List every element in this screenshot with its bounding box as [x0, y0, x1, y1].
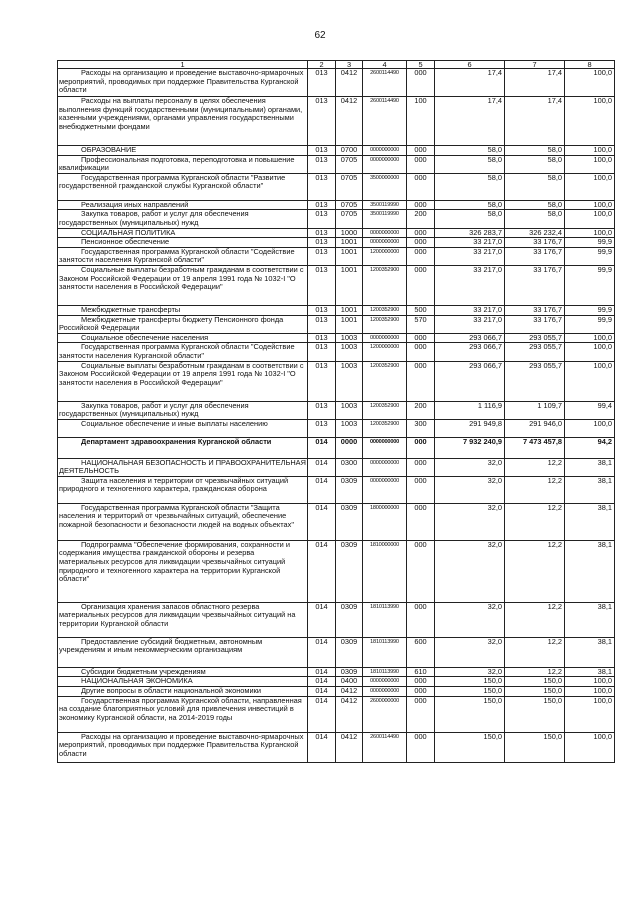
- target-code-cell: 1200352900: [363, 419, 407, 437]
- admin-code-cell: 013: [308, 228, 336, 238]
- actual-value-cell: 150,0: [505, 677, 565, 687]
- target-code-cell: 0000000000: [363, 155, 407, 173]
- plan-value-cell: 293 066,7: [435, 361, 505, 401]
- admin-code-cell: 014: [308, 503, 336, 540]
- expense-type-cell: 000: [407, 687, 435, 697]
- target-code-cell: 1810113990: [363, 602, 407, 637]
- admin-code-cell: 013: [308, 343, 336, 361]
- admin-code-cell: 013: [308, 333, 336, 343]
- table-row: [58, 503, 615, 540]
- admin-code-cell: 014: [308, 667, 336, 677]
- target-code-cell: 1810000000: [363, 540, 407, 602]
- description-cell: НАЦИОНАЛЬНАЯ БЕЗОПАСНОСТЬ И ПРАВООХРАНИТЕЛЬНАЯ ДЕЯТЕЛЬНОСТЬ: [59, 458, 306, 476]
- plan-value-cell: 33 217,0: [435, 265, 505, 305]
- actual-value-cell: 17,4: [505, 97, 565, 146]
- description-cell: Другие вопросы в области национальной экономики: [58, 687, 308, 697]
- admin-code-cell: 013: [308, 238, 336, 248]
- actual-value-cell: 33 176,7: [505, 305, 565, 315]
- expense-type-cell: 200: [407, 401, 435, 419]
- section-code-cell: 0000: [336, 437, 363, 458]
- table-body: [58, 69, 615, 763]
- percent-value-cell: 100,0: [565, 200, 615, 210]
- table-row: [58, 69, 615, 97]
- percent-value-cell: 38,1: [565, 458, 615, 476]
- target-code-cell: 1200352900: [363, 265, 407, 305]
- actual-value-cell: 33 176,7: [505, 238, 565, 248]
- description-cell: Департамент здравоохранения Курганской области: [58, 437, 308, 458]
- actual-value-cell: 58,0: [505, 210, 565, 228]
- plan-value-cell: 32,0: [435, 458, 505, 476]
- description-cell: Подпрограмма "Обеспечение формирования, сохранности и содержания имущества гражданской обороны и резерва материальных ресурсов для ликвидации чрезвычайных ситуаций природного и техногенного характера на территории Курганской области": [58, 540, 308, 602]
- expense-type-cell: 000: [407, 155, 435, 173]
- description-cell: НАЦИОНАЛЬНАЯ ЭКОНОМИКА: [58, 677, 308, 687]
- section-code-cell: 1003: [336, 361, 363, 401]
- section-code-cell: 0705: [336, 210, 363, 228]
- plan-value-cell: 32,0: [435, 602, 505, 637]
- table-row: [58, 687, 615, 697]
- admin-code-cell: 014: [308, 602, 336, 637]
- admin-code-cell: 014: [308, 687, 336, 697]
- admin-code-cell: 013: [308, 146, 336, 156]
- plan-value-cell: 58,0: [435, 173, 505, 200]
- target-code-cell: 0000000000: [363, 677, 407, 687]
- plan-value-cell: 33 217,0: [435, 315, 505, 333]
- description-cell: Государственная программа Курганской области "Содействие занятости населения Курганской области": [58, 247, 308, 265]
- expense-type-cell: 000: [407, 476, 435, 503]
- percent-value-cell: 100,0: [565, 343, 615, 361]
- percent-value-cell: 38,1: [565, 637, 615, 667]
- section-code-cell: 1003: [336, 401, 363, 419]
- admin-code-cell: 013: [308, 210, 336, 228]
- table-row: [58, 401, 615, 419]
- actual-value-cell: 33 176,7: [505, 265, 565, 305]
- percent-value-cell: 100,0: [565, 677, 615, 687]
- header-cell: 3: [336, 61, 363, 69]
- percent-value-cell: 94,2: [565, 437, 615, 458]
- actual-value-cell: 12,2: [505, 602, 565, 637]
- plan-value-cell: 33 217,0: [435, 247, 505, 265]
- expense-type-cell: 000: [407, 333, 435, 343]
- actual-value-cell: 293 055,7: [505, 343, 565, 361]
- header-cell: 1: [58, 61, 308, 69]
- section-code-cell: 0412: [336, 687, 363, 697]
- section-code-cell: 0705: [336, 173, 363, 200]
- section-code-cell: 1001: [336, 265, 363, 305]
- section-code-cell: 0309: [336, 503, 363, 540]
- plan-value-cell: 293 066,7: [435, 333, 505, 343]
- percent-value-cell: 38,1: [565, 476, 615, 503]
- table-row: [58, 228, 615, 238]
- section-code-cell: 1003: [336, 419, 363, 437]
- description-cell: Пенсионное обеспечение: [58, 238, 308, 248]
- table-row: [58, 210, 615, 228]
- target-code-cell: 1200000000: [363, 247, 407, 265]
- plan-value-cell: 150,0: [435, 687, 505, 697]
- admin-code-cell: 013: [308, 361, 336, 401]
- description-cell: Реализация иных направлений: [58, 200, 308, 210]
- description-cell: Межбюджетные трансферты бюджету Пенсионного фонда Российской Федерации: [58, 315, 308, 333]
- admin-code-cell: 014: [308, 437, 336, 458]
- section-code-cell: 0412: [336, 97, 363, 146]
- plan-value-cell: 32,0: [435, 503, 505, 540]
- expense-type-cell: 000: [407, 602, 435, 637]
- actual-value-cell: 326 232,4: [505, 228, 565, 238]
- plan-value-cell: 58,0: [435, 146, 505, 156]
- admin-code-cell: 013: [308, 69, 336, 97]
- expense-type-cell: 000: [407, 173, 435, 200]
- expense-type-cell: 100: [407, 97, 435, 146]
- section-code-cell: 0705: [336, 155, 363, 173]
- table-row: [58, 437, 615, 458]
- description-cell: Закупка товаров, работ и услуг для обеспечения государственных (муниципальных) нужд: [58, 401, 308, 419]
- percent-value-cell: 38,1: [565, 540, 615, 602]
- admin-code-cell: 013: [308, 247, 336, 265]
- plan-value-cell: 32,0: [435, 540, 505, 602]
- table-row: [58, 97, 615, 146]
- target-code-cell: 2600000000: [363, 696, 407, 732]
- target-code-cell: 2600114490: [363, 732, 407, 762]
- header-cell: 7: [505, 61, 565, 69]
- section-code-cell: 1001: [336, 238, 363, 248]
- admin-code-cell: 014: [308, 677, 336, 687]
- table-row: [58, 667, 615, 677]
- expense-type-cell: 200: [407, 210, 435, 228]
- target-code-cell: 1800000000: [363, 503, 407, 540]
- target-code-cell: 1200352900: [363, 361, 407, 401]
- section-code-cell: 0309: [336, 602, 363, 637]
- description-cell: СОЦИАЛЬНАЯ ПОЛИТИКА: [58, 228, 308, 238]
- table-row: [58, 361, 615, 401]
- percent-value-cell: 99,4: [565, 401, 615, 419]
- expense-type-cell: 000: [407, 146, 435, 156]
- table-row: [58, 540, 615, 602]
- admin-code-cell: 013: [308, 155, 336, 173]
- admin-code-cell: 013: [308, 97, 336, 146]
- plan-value-cell: 33 217,0: [435, 305, 505, 315]
- target-code-cell: 0000000000: [363, 333, 407, 343]
- expense-type-cell: 000: [407, 361, 435, 401]
- section-code-cell: 1003: [336, 343, 363, 361]
- actual-value-cell: 12,2: [505, 476, 565, 503]
- percent-value-cell: 100,0: [565, 732, 615, 762]
- percent-value-cell: 100,0: [565, 687, 615, 697]
- actual-value-cell: 12,2: [505, 637, 565, 667]
- percent-value-cell: 38,1: [565, 667, 615, 677]
- target-code-cell: 2600114490: [363, 69, 407, 97]
- expense-type-cell: 000: [407, 540, 435, 602]
- target-code-cell: 2600114490: [363, 97, 407, 146]
- percent-value-cell: 100,0: [565, 696, 615, 732]
- expense-type-cell: 000: [407, 69, 435, 97]
- header-cell: 6: [435, 61, 505, 69]
- actual-value-cell: 58,0: [505, 155, 565, 173]
- actual-value-cell: 58,0: [505, 146, 565, 156]
- percent-value-cell: 100,0: [565, 361, 615, 401]
- expense-type-cell: 570: [407, 315, 435, 333]
- actual-value-cell: 12,2: [505, 667, 565, 677]
- percent-value-cell: 99,9: [565, 315, 615, 333]
- description-cell: Социальные выплаты безработным гражданам в соответствии с Законом Российской Федерации от 19 апреля 1991 года № 1032-I "О занятости населения в Российской Федерации": [58, 361, 308, 401]
- section-code-cell: 0309: [336, 476, 363, 503]
- target-code-cell: 1810113990: [363, 667, 407, 677]
- table-row: [58, 146, 615, 156]
- plan-value-cell: 58,0: [435, 155, 505, 173]
- description-cell: Расходы на организацию и проведение выставочно-ярмарочных мероприятий, проводимых при поддержке Правительства Курганской области: [58, 732, 308, 762]
- admin-code-cell: 014: [308, 458, 336, 476]
- admin-code-cell: 013: [308, 315, 336, 333]
- section-code-cell: 0309: [336, 540, 363, 602]
- admin-code-cell: 014: [308, 696, 336, 732]
- target-code-cell: 1200352900: [363, 305, 407, 315]
- expense-type-cell: 000: [407, 238, 435, 248]
- header-cell: 8: [565, 61, 615, 69]
- section-code-cell: 0300: [336, 458, 363, 476]
- table-row: [58, 637, 615, 667]
- section-code-cell: 0309: [336, 667, 363, 677]
- actual-value-cell: 150,0: [505, 687, 565, 697]
- plan-value-cell: 7 932 240,9: [435, 437, 505, 458]
- description-cell: Закупка товаров, работ и услуг для обеспечения государственных (муниципальных) нужд: [58, 210, 308, 228]
- plan-value-cell: 33 217,0: [435, 238, 505, 248]
- expense-type-cell: 000: [407, 247, 435, 265]
- plan-value-cell: 17,4: [435, 69, 505, 97]
- description-cell: Государственная программа Курганской области "Защита населения и территорий от чрезвычайных ситуаций, обеспечение пожарной безопасности и безопасности людей на водных объектах": [58, 503, 308, 540]
- actual-value-cell: 58,0: [505, 200, 565, 210]
- description-cell: Социальное обеспечение населения: [58, 333, 308, 343]
- expense-type-cell: 500: [407, 305, 435, 315]
- section-code-cell: 0705: [336, 200, 363, 210]
- expense-type-cell: 000: [407, 265, 435, 305]
- target-code-cell: 1810113990: [363, 637, 407, 667]
- plan-value-cell: 32,0: [435, 637, 505, 667]
- actual-value-cell: 33 176,7: [505, 247, 565, 265]
- section-code-cell: 0400: [336, 677, 363, 687]
- target-code-cell: 0000000000: [363, 687, 407, 697]
- admin-code-cell: 013: [308, 200, 336, 210]
- table-row: [58, 265, 615, 305]
- target-code-cell: 0000000000: [363, 146, 407, 156]
- actual-value-cell: 12,2: [505, 503, 565, 540]
- header-cell: 5: [407, 61, 435, 69]
- section-code-cell: 1001: [336, 305, 363, 315]
- actual-value-cell: 7 473 457,8: [505, 437, 565, 458]
- percent-value-cell: 100,0: [565, 155, 615, 173]
- target-code-cell: 3500119990: [363, 210, 407, 228]
- table-row: [58, 696, 615, 732]
- target-code-cell: 0000000000: [363, 437, 407, 458]
- actual-value-cell: 150,0: [505, 732, 565, 762]
- actual-value-cell: 1 109,7: [505, 401, 565, 419]
- plan-value-cell: 32,0: [435, 476, 505, 503]
- header-cell: 4: [363, 61, 407, 69]
- description-cell: Расходы на организацию и проведение выставочно-ярмарочных мероприятий, проводимых при поддержке Правительства Курганской области: [58, 69, 308, 97]
- percent-value-cell: 99,9: [565, 265, 615, 305]
- admin-code-cell: 013: [308, 305, 336, 315]
- admin-code-cell: 013: [308, 401, 336, 419]
- plan-value-cell: 150,0: [435, 696, 505, 732]
- actual-value-cell: 33 176,7: [505, 315, 565, 333]
- table-row: [58, 200, 615, 210]
- actual-value-cell: 12,2: [505, 540, 565, 602]
- actual-value-cell: 58,0: [505, 173, 565, 200]
- page-number: 62: [314, 30, 326, 41]
- section-code-cell: 1000: [336, 228, 363, 238]
- plan-value-cell: 17,4: [435, 97, 505, 146]
- percent-value-cell: 99,9: [565, 305, 615, 315]
- plan-value-cell: 32,0: [435, 667, 505, 677]
- plan-value-cell: 150,0: [435, 677, 505, 687]
- expense-type-cell: 610: [407, 667, 435, 677]
- table-row: [58, 458, 615, 476]
- description-cell: Государственная программа Курганской области, направленная на создание благоприятных условий для привлечения инвестиций в экономику Курганской области, на 2014-2019 годы: [58, 696, 308, 732]
- actual-value-cell: 12,2: [505, 458, 565, 476]
- actual-value-cell: 17,4: [505, 69, 565, 97]
- table-row: [58, 155, 615, 173]
- header-row: [58, 61, 615, 69]
- expense-type-cell: 000: [407, 503, 435, 540]
- expense-type-cell: 000: [407, 696, 435, 732]
- actual-value-cell: 293 055,7: [505, 333, 565, 343]
- table-row: [58, 419, 615, 437]
- admin-code-cell: 014: [308, 637, 336, 667]
- header-cell: 2: [308, 61, 336, 69]
- table-row: [58, 333, 615, 343]
- plan-value-cell: 58,0: [435, 200, 505, 210]
- percent-value-cell: 100,0: [565, 228, 615, 238]
- description-cell: Социальное обеспечение и иные выплаты населению: [58, 419, 308, 437]
- target-code-cell: 0000000000: [363, 228, 407, 238]
- description-cell: Расходы на выплаты персоналу в целях обеспечения выполнения функций государственными (муниципальными) органами, казенными учреждениями, органами управления государственными внебюджетными фондами: [58, 97, 308, 146]
- expense-type-cell: 000: [407, 677, 435, 687]
- description-cell: Предоставление субсидий бюджетным, автономным учреждениям и иным некоммерческим организациям: [58, 637, 308, 667]
- description-cell: Организация хранения запасов областного резерва материальных ресурсов для ликвидации чрезвычайных ситуаций на территории Курганской области: [58, 602, 308, 637]
- actual-value-cell: 291 946,0: [505, 419, 565, 437]
- percent-value-cell: 100,0: [565, 333, 615, 343]
- percent-value-cell: 100,0: [565, 69, 615, 97]
- table-row: [58, 305, 615, 315]
- plan-value-cell: 150,0: [435, 732, 505, 762]
- admin-code-cell: 013: [308, 419, 336, 437]
- table-row: [58, 602, 615, 637]
- plan-value-cell: 1 116,9: [435, 401, 505, 419]
- target-code-cell: 1200352900: [363, 401, 407, 419]
- admin-code-cell: 014: [308, 732, 336, 762]
- section-code-cell: 0412: [336, 69, 363, 97]
- plan-value-cell: 326 283,7: [435, 228, 505, 238]
- table-row: [58, 732, 615, 762]
- expense-type-cell: 600: [407, 637, 435, 667]
- table-row: [58, 173, 615, 200]
- expense-type-cell: 000: [407, 343, 435, 361]
- percent-value-cell: 38,1: [565, 503, 615, 540]
- percent-value-cell: 100,0: [565, 173, 615, 200]
- description-cell: ОБРАЗОВАНИЕ: [58, 146, 308, 156]
- description-cell: Защита населения и территории от чрезвычайных ситуаций природного и техногенного характера, гражданская оборона: [58, 476, 308, 503]
- section-code-cell: 1003: [336, 333, 363, 343]
- table-row: [58, 238, 615, 248]
- section-code-cell: 0412: [336, 696, 363, 732]
- actual-value-cell: 293 055,7: [505, 361, 565, 401]
- expense-type-cell: 000: [407, 458, 435, 476]
- description-cell: Субсидии бюджетным учреждениям: [58, 667, 308, 677]
- budget-table: [57, 60, 615, 763]
- target-code-cell: 0000000000: [363, 476, 407, 503]
- admin-code-cell: 014: [308, 540, 336, 602]
- table-row: [58, 476, 615, 503]
- percent-value-cell: 100,0: [565, 97, 615, 146]
- description-cell: Социальные выплаты безработным гражданам в соответствии с Законом Российской Федерации от 19 апреля 1991 года № 1032-I "О занятости населения в Российской Федерации": [58, 265, 308, 305]
- section-code-cell: 0309: [336, 637, 363, 667]
- section-code-cell: 1001: [336, 247, 363, 265]
- description-cell: Государственная программа Курганской области "Развитие государственной гражданской службы Курганской области": [58, 173, 308, 200]
- admin-code-cell: 013: [308, 173, 336, 200]
- section-code-cell: 0700: [336, 146, 363, 156]
- target-code-cell: 0000000000: [363, 458, 407, 476]
- target-code-cell: 3500119990: [363, 200, 407, 210]
- expense-type-cell: 300: [407, 419, 435, 437]
- table-row: [58, 677, 615, 687]
- expense-type-cell: 000: [407, 732, 435, 762]
- plan-value-cell: 291 949,8: [435, 419, 505, 437]
- percent-value-cell: 99,9: [565, 238, 615, 248]
- expense-type-cell: 000: [407, 437, 435, 458]
- expense-type-cell: 000: [407, 200, 435, 210]
- description-cell: Межбюджетные трансферты: [58, 305, 308, 315]
- section-code-cell: 1001: [336, 315, 363, 333]
- percent-value-cell: 99,9: [565, 247, 615, 265]
- admin-code-cell: 013: [308, 265, 336, 305]
- target-code-cell: 1200352900: [363, 315, 407, 333]
- plan-value-cell: 293 066,7: [435, 343, 505, 361]
- table-row: [58, 343, 615, 361]
- target-code-cell: 0000000000: [363, 238, 407, 248]
- actual-value-cell: 150,0: [505, 696, 565, 732]
- description-cell: Государственная программа Курганской области "Содействие занятости населения Курганской области": [58, 343, 308, 361]
- section-code-cell: 0412: [336, 732, 363, 762]
- expense-type-cell: 000: [407, 228, 435, 238]
- percent-value-cell: 100,0: [565, 419, 615, 437]
- target-code-cell: 3500000000: [363, 173, 407, 200]
- percent-value-cell: 38,1: [565, 602, 615, 637]
- percent-value-cell: 100,0: [565, 210, 615, 228]
- target-code-cell: 1200000000: [363, 343, 407, 361]
- table-row: [58, 315, 615, 333]
- table-row: [58, 247, 615, 265]
- description-cell: Профессиональная подготовка, переподготовка и повышение квалификации: [58, 155, 308, 173]
- admin-code-cell: 014: [308, 476, 336, 503]
- plan-value-cell: 58,0: [435, 210, 505, 228]
- percent-value-cell: 100,0: [565, 146, 615, 156]
